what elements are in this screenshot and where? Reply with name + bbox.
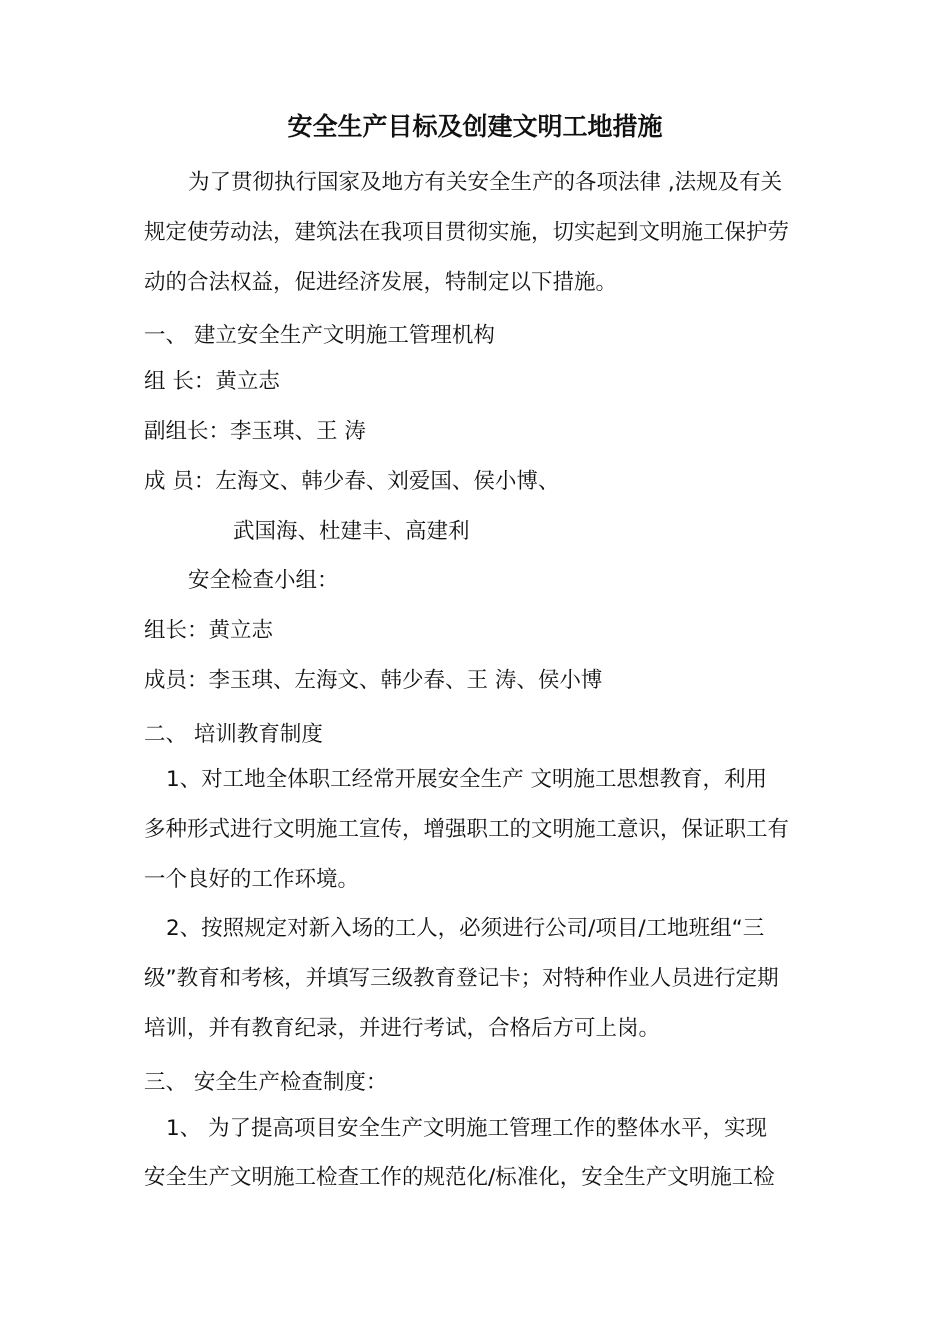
- s3-item1-line-1: 1、 为了提高项目安全生产文明施工管理工作的整体水平，实现: [166, 1116, 768, 1141]
- leader-line: 组 长：黄立志: [144, 369, 280, 394]
- section-2-heading: 二、 培训教育制度: [144, 722, 323, 747]
- vice-leader-line: 副组长：李玉琪、王 涛: [144, 419, 366, 444]
- s2-item1-line-1: 1、对工地全体职工经常开展安全生产 文明施工思想教育，利用: [166, 767, 768, 792]
- intro-line-3: 动的合法权益，促进经济发展，特制定以下措施。: [144, 270, 618, 295]
- s3-item1-line-2: 安全生产文明施工检查工作的规范化/标准化，安全生产文明施工检: [144, 1165, 775, 1190]
- section-1-heading: 一、 建立安全生产文明施工管理机构: [144, 323, 495, 348]
- s2-item2-line-1: 2、按照规定对新入场的工人，必须进行公司/项目/工地班组“三: [166, 916, 765, 941]
- s2-item1-line-3: 一个良好的工作环境。: [144, 867, 360, 892]
- s2-item2-line-3: 培训，并有教育纪录，并进行考试，合格后方可上岗。: [144, 1016, 661, 1041]
- intro-line-2: 规定使劳动法，建筑法在我项目贯彻实施，切实起到文明施工保护劳: [144, 220, 790, 245]
- document-title: 安全生产目标及创建文明工地措施: [287, 112, 663, 141]
- inspection-group-heading: 安全检查小组：: [188, 568, 339, 593]
- members-line-1: 成 员：左海文、韩少春、刘爱国、侯小博、: [144, 469, 560, 494]
- group-leader-line: 组长：黄立志: [144, 618, 274, 643]
- s2-item1-line-2: 多种形式进行文明施工宣传，增强职工的文明施工意识，保证职工有: [144, 817, 790, 842]
- s2-item2-line-2: 级”教育和考核，并填写三级教育登记卡；对特种作业人员进行定期: [144, 966, 779, 991]
- members-line-2: 武国海、杜建丰、高建利: [233, 519, 470, 544]
- group-members-line: 成员：李玉琪、左海文、韩少春、王 涛、侯小博: [144, 668, 603, 693]
- section-3-heading: 三、 安全生产检查制度：: [144, 1070, 388, 1095]
- intro-line-1: 为了贯彻执行国家及地方有关安全生产的各项法律 ,法规及有关: [188, 170, 783, 195]
